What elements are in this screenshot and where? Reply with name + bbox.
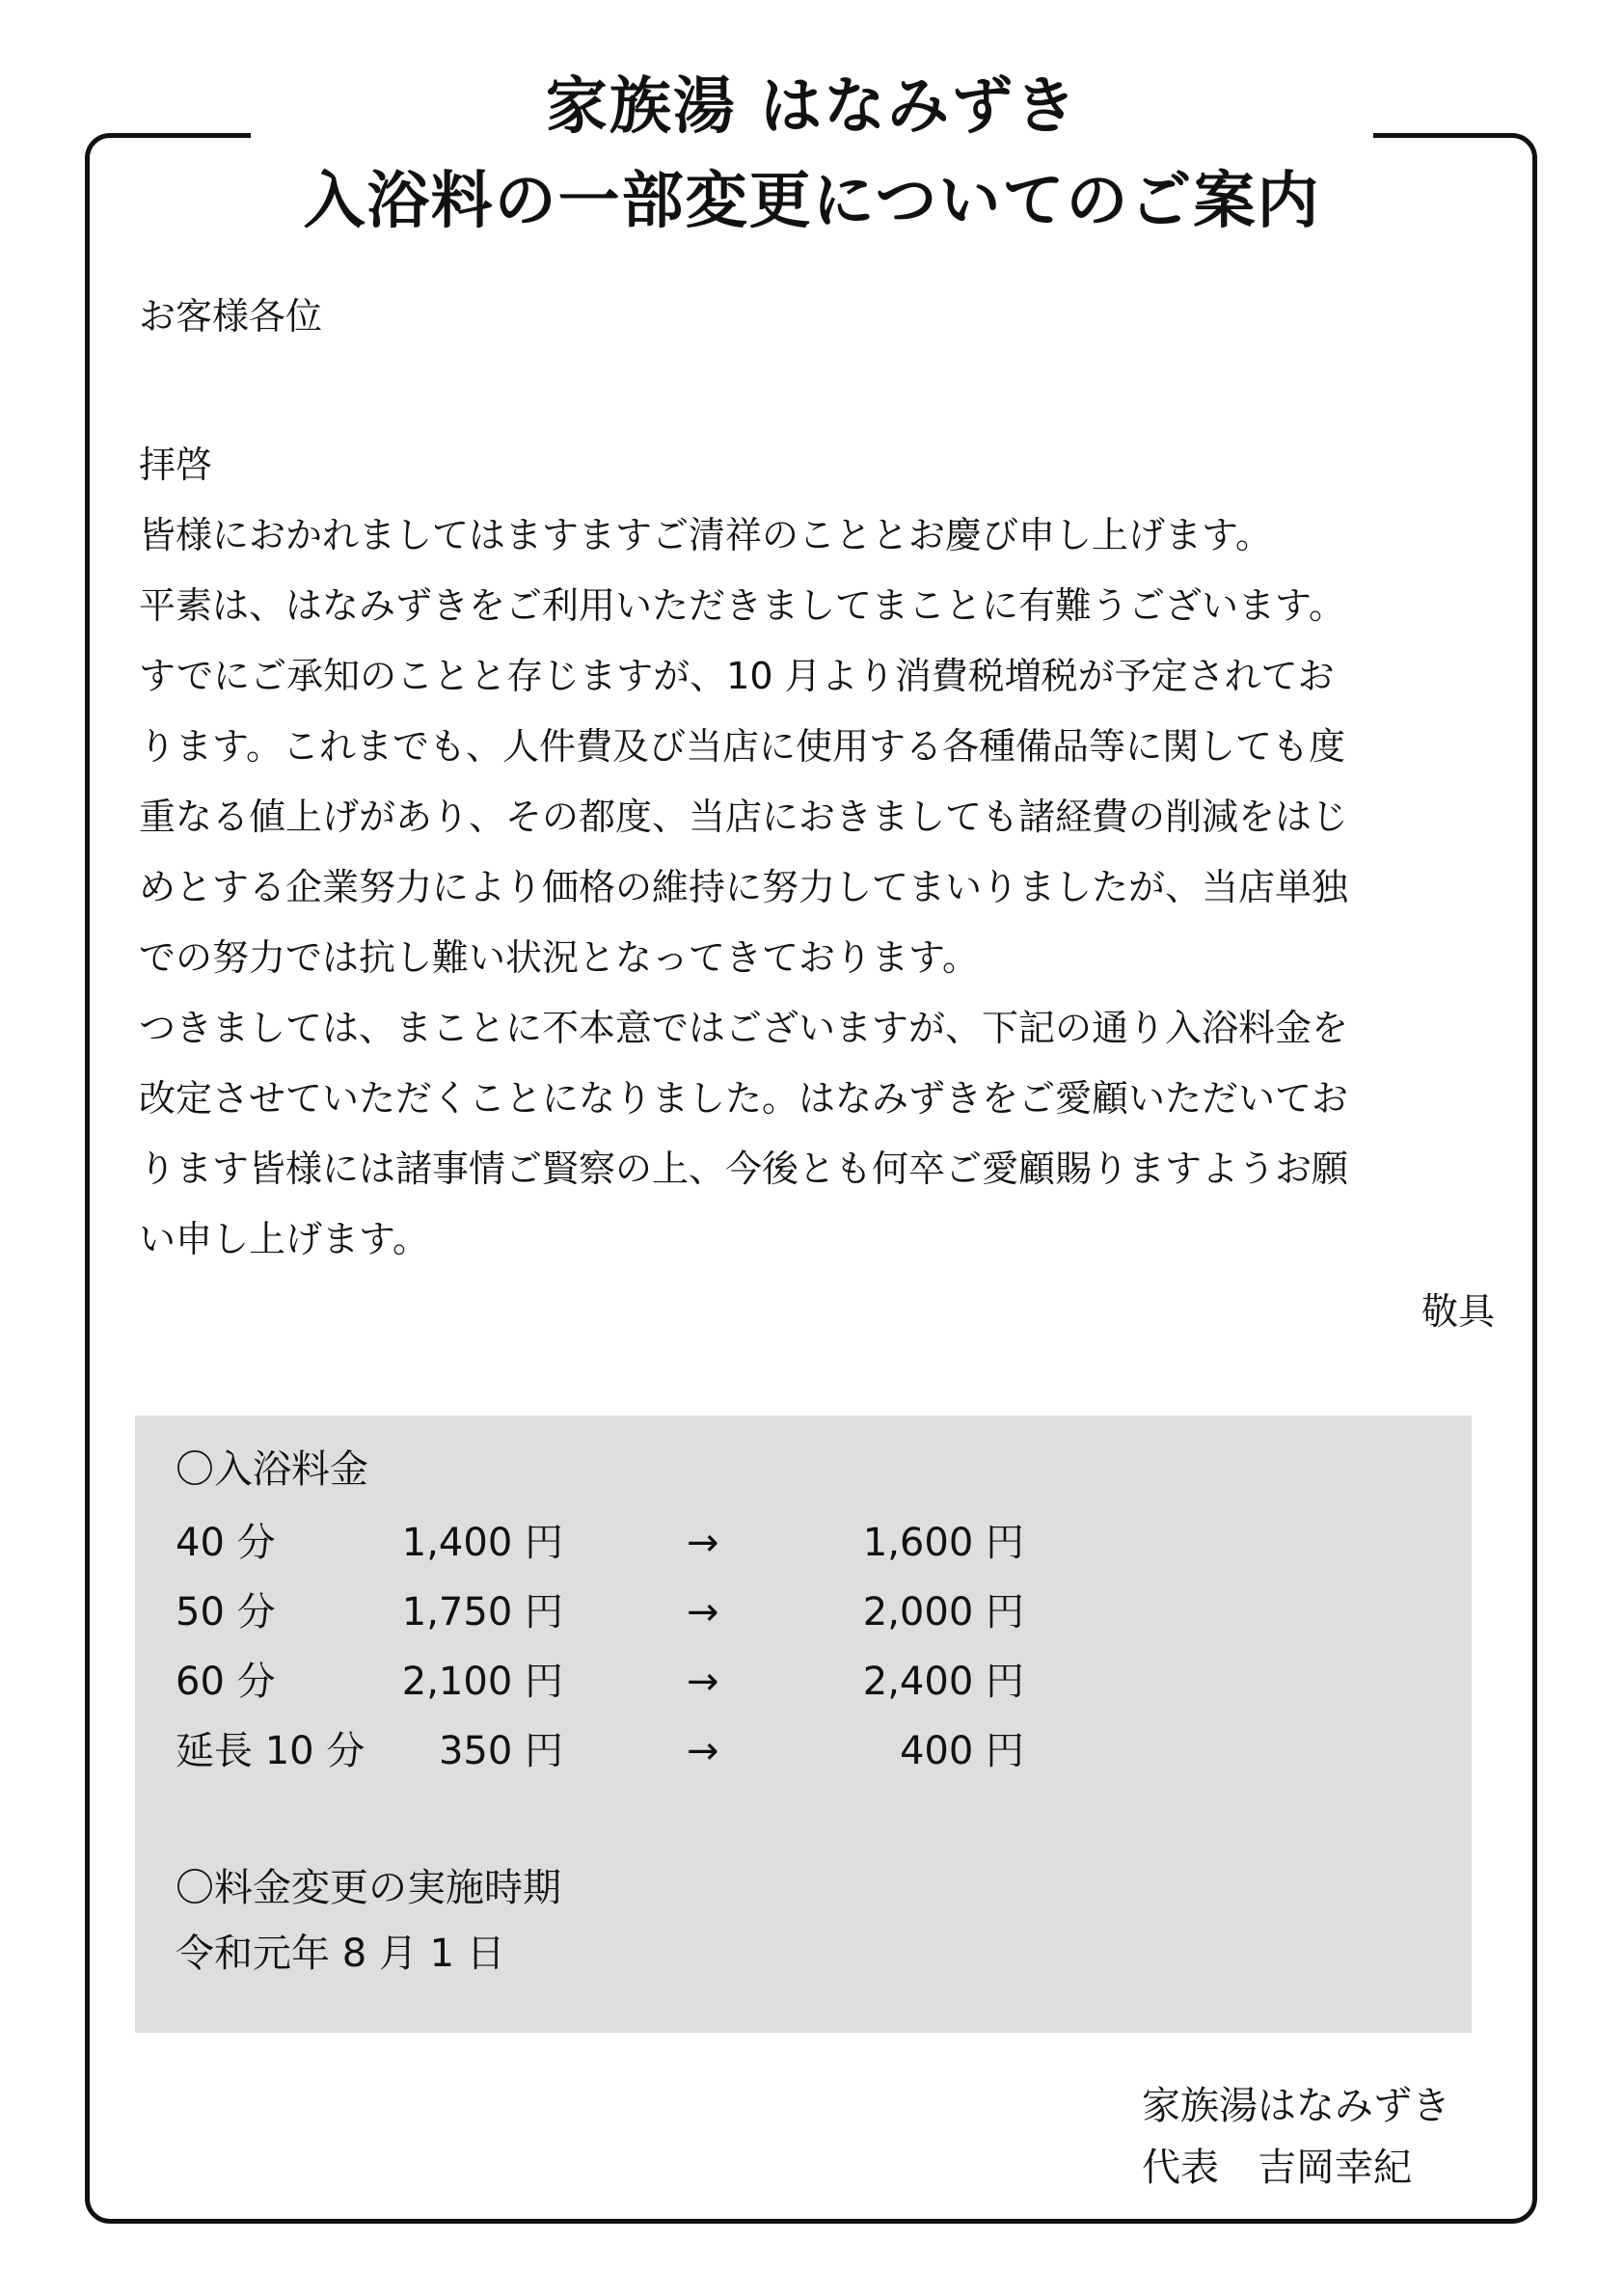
fee-row-50 bbox=[176, 1578, 1140, 1647]
fee-old-price: 350 円 bbox=[438, 1729, 563, 1773]
opening-word: 拝啓 bbox=[139, 444, 213, 486]
title-line-1: 家族湯 はなみずき bbox=[545, 71, 1079, 143]
arrow-icon: → bbox=[687, 1660, 719, 1704]
arrow-icon: → bbox=[687, 1521, 719, 1565]
fee-old-price: 2,100 円 bbox=[401, 1660, 563, 1704]
fee-duration: 40 分 bbox=[176, 1521, 276, 1565]
fee-duration: 60 分 bbox=[176, 1660, 276, 1704]
fee-new-price: 2,400 円 bbox=[862, 1660, 1024, 1704]
fee-duration: 延長 10 分 bbox=[176, 1729, 365, 1773]
body-line: ります。これまでも、人件費及び当店に使用する各種備品等に関しても度 bbox=[139, 725, 1345, 768]
body-line: つきましては、まことに不本意ではございますが、下記の通り入浴料金を bbox=[139, 1007, 1349, 1049]
body-line: 皆様におかれましてはますますご清祥のこととお慶び申し上げます。 bbox=[139, 514, 1272, 556]
representative-name: 代表 吉岡幸紀 bbox=[1142, 2146, 1412, 2190]
salutation: お客様各位 bbox=[139, 295, 323, 338]
fee-duration: 50 分 bbox=[176, 1590, 276, 1634]
fee-row-extension bbox=[176, 1716, 1140, 1786]
fee-row-60 bbox=[176, 1647, 1140, 1716]
body-line: ります皆様には諸事情ご賢察の上、今後とも何卒ご愛顧賜りますようお願 bbox=[139, 1148, 1349, 1190]
effective-date: 令和元年 8 月 1 日 bbox=[176, 1931, 505, 1976]
fee-box bbox=[135, 1416, 1472, 2033]
signature-block bbox=[1142, 2075, 1450, 2199]
fee-new-price: 400 円 bbox=[899, 1729, 1024, 1773]
closing-word: 敬具 bbox=[1421, 1290, 1495, 1333]
fee-old-price: 1,400 円 bbox=[401, 1521, 563, 1565]
body-line: めとする企業努力により価格の維持に努力してまいりましたが、当店単独 bbox=[139, 866, 1349, 908]
effective-heading: 〇料金変更の実施時期 bbox=[176, 1866, 561, 1910]
body-line: での努力では抗し難い状況となってきております。 bbox=[139, 936, 979, 979]
body-line: 改定させていただくことになりました。はなみずきをご愛顧いただいてお bbox=[139, 1077, 1349, 1120]
body-line: 平素は、はなみずきをご利用いただきましてまことに有難うございます。 bbox=[139, 584, 1345, 627]
body-line: 重なる値上げがあり、その都度、当店におきましても諸経費の削減をはじ bbox=[139, 796, 1349, 838]
fee-new-price: 1,600 円 bbox=[862, 1521, 1024, 1565]
body-line: い申し上げます。 bbox=[139, 1218, 429, 1260]
fee-heading: 〇入浴料金 bbox=[176, 1447, 368, 1492]
letter-body bbox=[139, 430, 1508, 1275]
fee-old-price: 1,750 円 bbox=[401, 1590, 563, 1634]
arrow-icon: → bbox=[687, 1590, 719, 1634]
fee-row-40 bbox=[176, 1508, 1140, 1578]
business-name: 家族湯はなみずき bbox=[1142, 2084, 1450, 2128]
arrow-icon: → bbox=[687, 1729, 719, 1773]
title-line-2: 入浴料の一部変更についてのご案内 bbox=[303, 166, 1321, 237]
fee-new-price: 2,000 円 bbox=[862, 1590, 1024, 1634]
notice-title bbox=[251, 56, 1373, 255]
body-line: すでにご承知のことと存じますが、10 月より消費税増税が予定されてお bbox=[139, 655, 1335, 697]
